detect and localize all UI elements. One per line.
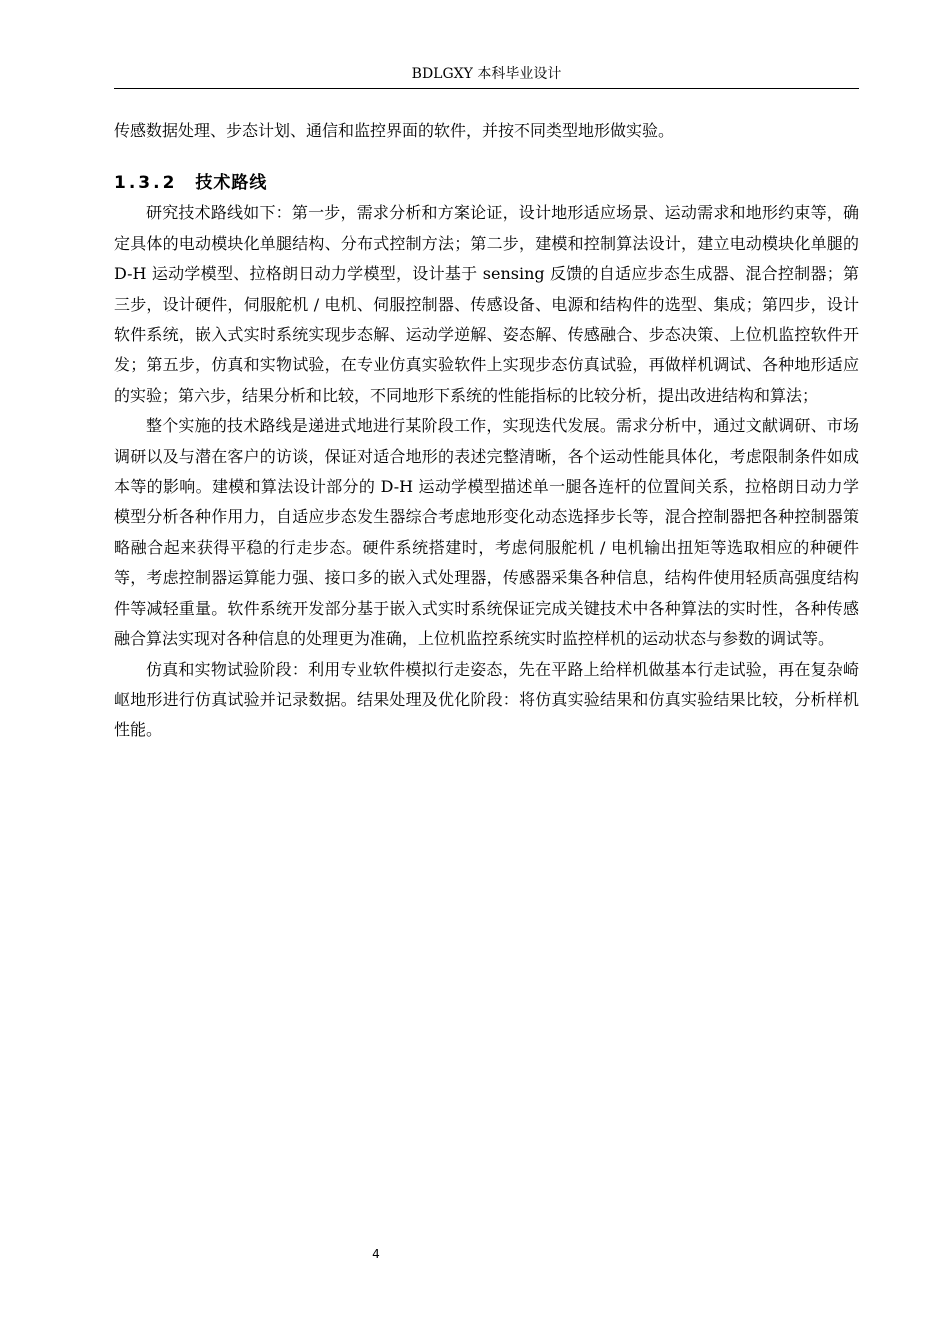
paragraph-technical-steps: 研究技术路线如下：第一步，需求分析和方案论证，设计地形适应场景、运动需求和地形约束等，确定具体的电动模块化单腿结构、分布式控制方法；第二步，建模和控制算法设计，建立电动模块化单腿的 D-H 运动学模型、拉格朗日动力学模型，设计基于 sensing 反馈的自适应步态生成器、混合控制器；第三步，设计硬件，伺服舵机 / 电机、伺服控制器、传感设备、电源和结构件的选型、集成；第四步，设计软件系统，嵌入式实时系统实现步态解、运动学逆解、姿态解、传感融合、步态决策、上位机监控软件开发；第五步，仿真和实物试验，在专业仿真实验软件上实现步态仿真试验，再做样机调试、各种地形适应的实验；第六步，结果分析和比较，不同地形下系统的性能指标的比较分析，提出改进结构和算法； (114, 203, 859, 405)
page-number: 4 (372, 1247, 380, 1261)
paragraph-experiments: 仿真和实物试验阶段：利用专业软件模拟行走姿态，先在平路上给样机做基本行走试验，再在复杂崎岖地形进行仿真试验并记录数据。结果处理及优化阶段：将仿真实验结果和仿真实验结果比较，分析样机性能。 (114, 659, 859, 740)
body-text (114, 116, 859, 746)
continued-paragraph: 传感数据处理、步态计划、通信和监控界面的软件，并按不同类型地形做实验。 (114, 121, 675, 140)
section-title: 技术路线 (195, 173, 268, 194)
paragraph-implementation: 整个实施的技术路线是递进式地进行某阶段工作，实现迭代发展。需求分析中，通过文献调研、市场调研以及与潜在客户的访谈，保证对适合地形的表述完整清晰，各个运动性能具体化，考虑限制条件如成本等的影响。建模和算法设计部分的 D-H 运动学模型描述单一腿各连杆的位置间关系，拉格朗日动力学模型分析各种作用力，自适应步态发生器综合考虑地形变化动态选择步长等，混合控制器把各种控制器策略融合起来获得平稳的行走步态。硬件系统搭建时，考虑伺服舵机 / 电机输出扭矩等选取相应的种硬件等，考虑控制器运算能力强、接口多的嵌入式处理器，传感器采集各种信息，结构件使用轻质高强度结构件等减轻重量。软件系统开发部分基于嵌入式实时系统保证完成关键技术中各种算法的实时性，各种传感融合算法实现对各种信息的处理更为准确，上位机监控系统实时监控样机的运动状态与参数的调试等。 (114, 416, 859, 649)
header-rule (114, 88, 859, 89)
section-number: 1.3.2 (114, 173, 178, 194)
section-heading (114, 168, 859, 198)
running-header: BDLGXY 本科毕业设计 (411, 66, 562, 82)
